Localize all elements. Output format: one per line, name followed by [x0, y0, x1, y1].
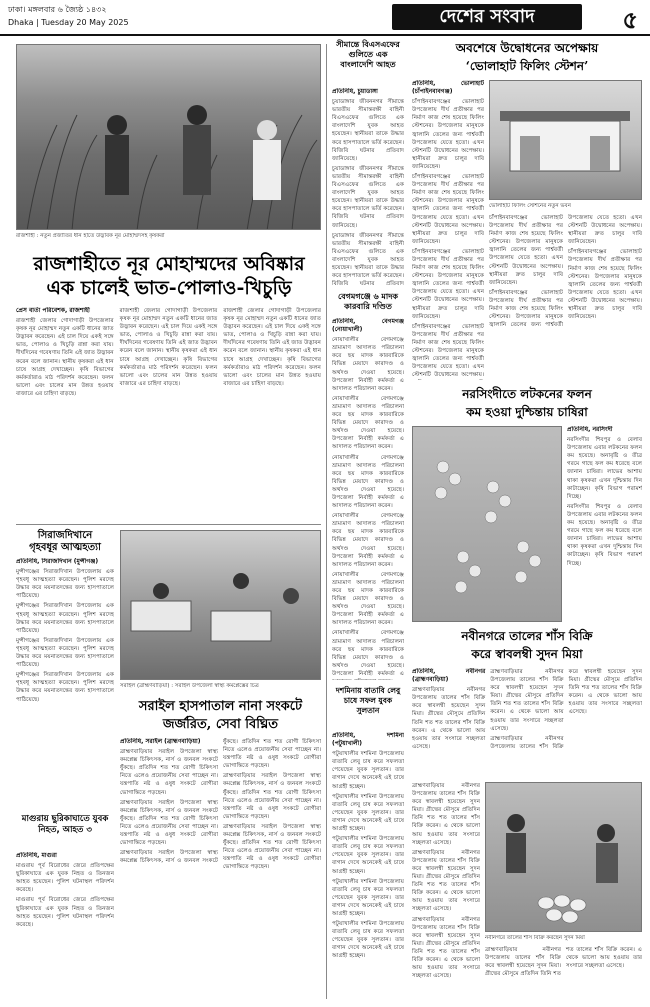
rice-body-text: রাজশাহী জেলার গোদাগাড়ী উপজেলার কৃষক নূর মোহাম্মদ নতুন একটি ধানের জাত উদ্ভাবন করেছেন। এই চাল দিয়ে একই সঙ্গে ভাত, পোলাও ও খিচুড়ি রান্না করা যায়। দীর্ঘদিনের গবেষণায় তিনি এই জাত উদ্ভাবন করেন বলে জানান। স্থানীয় কৃষকরা এই ধান চাষে আগ্রহ দেখাচ্ছেন। কৃষি বিভাগের কর্মকর্তারাও মাঠ পরিদর্শন করেছেন। ফলন ভালো এবং চালের মান উন্নত হওয়ায় বাজারে এর চাহিদা বাড়ছে।: [16, 318, 114, 397]
dashmina-body-text-repeat-4: পটুয়াখালীর দশমিনা উপজেলায় বাতাবি লেবু চাষ করে সফলতা পেয়েছেন যুবক সুলতান। তার বাগান দেখে অনেকেই এই চাষে আগ্রহী হচ্ছেন।: [332, 921, 404, 960]
rice-headline-line2: এক চালেই ভাত-পোলাও-খিচুড়ি: [46, 277, 292, 299]
palm-fruit-photo: [485, 782, 642, 932]
bholahat-headline-line2: ‘ভোলাহাট ফিলিং স্টেশন’: [465, 59, 589, 73]
bsf-body-text-repeat-2: চুয়াডাঙ্গার জীবননগর সীমান্তে ভারতীয় সীমান্তরক্ষী বাহিনী বিএসএফের গুলিতে এক বাংলাদেশি যুবক আহত হয়েছেন। স্থানীয়রা তাকে উদ্ধার করে হাসপাতালে ভর্তি করেছেন। বিজিবি ঘটনার প্রতিবাদ: [332, 232, 404, 288]
bholahat-story-body-2: [489, 214, 642, 380]
bholahat-body-text-b-repeat: চাঁপাইনবাবগঞ্জের ভোলাহাট উপজেলায় দীর্ঘ প্রতীক্ষার পর নির্মাণ কাজ শেষ হয়েছে ফিলিং স্টেশনের। উপজেলার মানুষকে জ্বালানি তেলের জন্য পার্শ্ববর্তী উপজেলায় যেতে হতো। এখন স্টেশনটি উদ্বোধনের অপেক্ষায়। স্থানীয়রা দ্রুত চালুর দাবি জানিয়েছেন।: [489, 215, 642, 329]
begumganj-headline: বেগমগঞ্জে ৬ মাদক কারবারি দণ্ডিত: [337, 292, 398, 311]
magura-story-body: [16, 852, 114, 1000]
begumganj-body-text-repeat-2: নোয়াখালীর বেগমগঞ্জে ভ্রাম্যমাণ আদালত পরিচালনা করে ছয় মাদক কারবারিকে বিভিন্ন মেয়াদে কারাদণ্ড ও অর্থদণ্ড দেওয়া হয়েছে। উপজেলা নির্বাহী কর্মকর্তা এ আদালত পরিচালনা করেন।: [332, 454, 404, 510]
lotkon-graphic: [413, 427, 562, 622]
hospital-graphic: [121, 531, 321, 680]
begumganj-body-text-repeat-4: নোয়াখালীর বেগমগঞ্জে ভ্রাম্যমাণ আদালত পরিচালনা করে ছয় মাদক কারবারিকে বিভিন্ন মেয়াদে কারাদণ্ড ও অর্থদণ্ড দেওয়া হয়েছে। উপজেলা নির্বাহী কর্মকর্তা এ আদালত পরিচালনা করেন।: [332, 571, 404, 627]
begumganj-story-body: [332, 318, 404, 680]
lotkon-photo: [412, 426, 562, 622]
rice-byline: প্রেস বার্তা পরিবেশক, রাজশাহী: [16, 307, 90, 314]
hospital-body-text: ব্রাহ্মণবাড়িয়ার সরাইল উপজেলা স্বাস্থ্য কমপ্লেক্স চিকিৎসক, নার্স ও জনবল সংকটে ধুঁকছে। প্রতিদিন শত শত রোগী চিকিৎসা নিতে এলেও প্রয়োজনীয় সেবা পাচ্ছেন না। যন্ত্রপাতি নষ্ট ও ওষুধ সংকটে রোগীরা ভোগান্তিতে পড়ছেন।: [120, 749, 218, 796]
bholahat-body-text-repeat-2: চাঁপাইনবাবগঞ্জের ভোলাহাট উপজেলায় দীর্ঘ প্রতীক্ষার পর নির্মাণ কাজ শেষ হয়েছে ফিলিং স্টেশনের। উপজেলার মানুষকে জ্বালানি তেলের জন্য পার্শ্ববর্তী উপজেলায় যেতে হতো। এখন স্টেশনটি উদ্বোধনের অপেক্ষায়। স্থানীয়রা দ্রুত চালুর দাবি জানিয়েছেন।: [412, 248, 484, 320]
column-rule: [326, 44, 327, 999]
date-english: Dhaka | Tuesday 20 May 2025: [8, 18, 129, 27]
hospital-byline: প্রতিনিধি, সরাইল (ব্রাহ্মণবাড়িয়া): [120, 738, 201, 745]
hospital-body-text-repeat: ব্রাহ্মণবাড়িয়ার সরাইল উপজেলা স্বাস্থ্য কমপ্লেক্স চিকিৎসক, নার্স ও জনবল সংকটে ধুঁকছে। প্রতিদিন শত শত রোগী চিকিৎসা নিতে এলেও প্রয়োজনীয় সেবা পাচ্ছেন না। যন্ত্রপাতি নষ্ট ও ওষুধ সংকটে রোগীরা ভোগান্তিতে পড়ছেন।: [120, 799, 218, 847]
rice-field-photo: [16, 44, 321, 230]
palm-fruit-caption: নবীনগরে তালের শাঁস বিক্রি করছেন সুদন মিয়া: [485, 935, 585, 941]
bsf-body-text-repeat: চুয়াডাঙ্গার জীবননগর সীমান্তে ভারতীয় সীমান্তরক্ষী বাহিনী বিএসএফের গুলিতে এক বাংলাদেশি যুবক আহত হয়েছেন। স্থানীয়রা তাকে উদ্ধার করে হাসপাতালে ভর্তি করেছেন। বিজিবি ঘটনার প্রতিবাদ জানিয়েছে।: [332, 165, 404, 229]
begumganj-body-text: নোয়াখালীর বেগমগঞ্জে ভ্রাম্যমাণ আদালত পরিচালনা করে ছয় মাদক কারবারিকে বিভিন্ন মেয়াদে কারাদণ্ড ও অর্থদণ্ড দেওয়া হয়েছে। উপজেলা নির্বাহী কর্মকর্তা এ আদালত পরিচালনা করেন।: [332, 337, 404, 392]
nabinagar-body-text-repeat-2: ব্রাহ্মণবাড়িয়ার নবীনগর উপজেলায় তালের শাঁস বিক্রি করে স্বাবলম্বী হয়েছেন সুদন মিয়া। গ্রীষ্মের মৌসুমে প্রতিদিন তিনি শত শত তালের শাঁস বিক্রি করেন। এ থেকে ভালো আয় হওয়ায় তার সংসারে সচ্ছলতা এসেছে।: [490, 669, 642, 750]
nabinagar-headline-line1: নবীনগরে তালের শাঁস বিক্রি: [461, 629, 593, 643]
dashmina-body-text-repeat-2: পটুয়াখালীর দশমিনা উপজেলায় বাতাবি লেবু চাষ করে সফলতা পেয়েছেন যুবক সুলতান। তার বাগান দেখে অনেকেই এই চাষে আগ্রহী হচ্ছেন।: [332, 836, 404, 875]
rice-story-body: [16, 307, 321, 521]
date-bangla: ঢাকা। মঙ্গলবার ৬ জ্যৈষ্ঠ ১৪৩২: [8, 5, 107, 14]
masthead: [0, 0, 650, 36]
hospital-story-body: [120, 738, 321, 998]
siraj-body-text-repeat-3: মুন্সীগঞ্জের সিরাজদিখান উপজেলায় এক গৃহবধূ আত্মহত্যা করেছেন। পুলিশ মরদেহ উদ্ধার করে ময়নাতদন্তের জন্য হাসপাতালে পাঠিয়েছে।: [16, 672, 114, 703]
nabinagar-body-text-b-repeat: ব্রাহ্মণবাড়িয়ার নবীনগর উপজেলায় তালের শাঁস বিক্রি করে স্বাবলম্বী হয়েছেন সুদন মিয়া। গ্রীষ্মের মৌসুমে প্রতিদিন তিনি শত শত তালের শাঁস বিক্রি করেন। এ থেকে ভালো আয় হওয়ায় তার সংসারে সচ্ছলতা এসেছে।: [412, 849, 480, 913]
dashmina-body-text-repeat: পটুয়াখালীর দশমিনা উপজেলায় বাতাবি লেবু চাষ করে সফলতা পেয়েছেন যুবক সুলতান। তার বাগান দেখে অনেকেই এই চাষে আগ্রহী হচ্ছেন।: [332, 793, 404, 833]
narsingdi-headline-line2: কম হওয়া দুশ্চিন্তায় চাষিরা: [466, 405, 588, 419]
filling-station-photo: [489, 80, 642, 200]
nabinagar-story-body: [412, 668, 642, 778]
bholahat-body-text-repeat-3: চাঁপাইনবাবগঞ্জের ভোলাহাট উপজেলায় দীর্ঘ প্রতীক্ষার পর নির্মাণ কাজ শেষ হয়েছে ফিলিং স্টেশনের। উপজেলার মানুষকে জ্বালানি তেলের জন্য পার্শ্ববর্তী উপজেলায় যেতে হতো। এখন স্টেশনটি উদ্বোধনের অপেক্ষায়।: [412, 323, 484, 379]
dashmina-body-text: পটুয়াখালীর দশমিনা উপজেলায় বাতাবি লেবু চাষ করে সফলতা পেয়েছেন যুবক সুলতান। তার বাগান দেখে অনেকেই এই চাষে আগ্রহী হচ্ছেন।: [332, 751, 404, 790]
rice-body-text-repeat: রাজশাহী জেলার গোদাগাড়ী উপজেলার কৃষক নূর মোহাম্মদ নতুন একটি ধানের জাত উদ্ভাবন করেছেন। এই চাল দিয়ে একই সঙ্গে ভাত, পোলাও ও খিচুড়ি রান্না করা যায়। দীর্ঘদিনের গবেষণায় তিনি এই জাত উদ্ভাবন করেন বলে জানান। স্থানীয় কৃষকরা এই ধান চাষে আগ্রহ দেখাচ্ছেন। কৃষি বিভাগের কর্মকর্তারাও মাঠ পরিদর্শন করেছেন। ফলন ভালো এবং চালের মান উন্নত হওয়ায় বাজারে এর চাহিদা বাড়ছে।: [119, 308, 218, 387]
magura-body-text-repeat: মাগুরায় পূর্ব বিরোধের জেরে প্রতিপক্ষের ছুরিকাঘাতে এক যুবক নিহত ও তিনজন আহত হয়েছেন। পুলিশ ঘটনাস্থল পরিদর্শন করেছে।: [16, 897, 114, 928]
magura-byline: প্রতিনিধি, মাগুরা: [16, 852, 57, 859]
narsingdi-headline-line1: নরসিংদীতে লটকনের ফলন: [462, 387, 592, 401]
narsingdi-body-text: নরসিংদীর শিবপুর ও বেলাব উপজেলায় এবার লটকনের ফলন কম হয়েছে। অনাবৃষ্টি ও তীব্র গরমে গাছে ফল কম ধরেছে বলে জানান চাষিরা। লাভের আশায় থাকা কৃষকরা এখন দুশ্চিন্তায় দিন কাটাচ্ছেন। কৃষি বিভাগ পরামর্শ দিচ্ছে।: [567, 437, 642, 500]
dashmina-story-body: [332, 732, 404, 1000]
nabinagar-headline-line2: করে স্বাবলম্বী সুদন মিয়া: [471, 647, 583, 661]
palm-fruit-graphic: [486, 783, 642, 932]
filling-station-graphic: [490, 81, 642, 200]
begumganj-byline: প্রতিনিধি, বেগমগঞ্জ (নোয়াখালী): [332, 318, 404, 334]
hospital-photo: [120, 530, 321, 680]
hospital-headline-line1: সরাইল হাসপাতাল নানা সংকটে: [138, 699, 303, 714]
bholahat-body-text-b-repeat-2: চাঁপাইনবাবগঞ্জের ভোলাহাট উপজেলায় দীর্ঘ প্রতীক্ষার পর নির্মাণ কাজ শেষ হয়েছে ফিলিং স্টেশনের। উপজেলার মানুষকে জ্বালানি তেলের জন্য পার্শ্ববর্তী উপজেলায় যেতে হতো। এখন স্টেশনটি উদ্বোধনের অপেক্ষায়। স্থানীয়রা দ্রুত চালুর দাবি জানিয়েছেন।: [568, 249, 642, 321]
page-number: ৫: [622, 6, 638, 34]
bholahat-body-text: চাঁপাইনবাবগঞ্জের ভোলাহাট উপজেলায় দীর্ঘ প্রতীক্ষার পর নির্মাণ কাজ শেষ হয়েছে ফিলিং স্টেশনের। উপজেলার মানুষকে জ্বালানি তেলের জন্য পার্শ্ববর্তী উপজেলায় যেতে হতো। এখন স্টেশনটি উদ্বোধনের অপেক্ষায়। স্থানীয়রা দ্রুত চালুর দাবি জানিয়েছেন।: [412, 99, 484, 170]
siraj-headline-2: গৃহবধূর আত্মহত্যা: [29, 542, 101, 553]
section-brand: দেশের সংবাদ: [392, 4, 582, 30]
bsf-headline: সীমান্তে বিএসএফের গুলিতে এক বাংলাদেশি আহত: [336, 40, 400, 69]
hospital-headline-line2: জর্জরিত, সেবা বিঘ্নিত: [162, 717, 279, 732]
siraj-headline-1: সিরাজদিখানে: [37, 530, 93, 541]
narsingdi-story-body: [567, 426, 642, 622]
nabinagar-body-text-b: ব্রাহ্মণবাড়িয়ার নবীনগর উপজেলায় তালের শাঁস বিক্রি করে স্বাবলম্বী হয়েছেন সুদন মিয়া। গ্রীষ্মের মৌসুমে প্রতিদিন তিনি শত শত তালের শাঁস বিক্রি করেন। এ থেকে ভালো আয় হওয়ায় তার সংসারে সচ্ছলতা এসেছে।: [412, 783, 480, 846]
bsf-byline: প্রতিনিধি, চুয়াডাঙ্গা: [332, 88, 378, 95]
bholahat-byline: প্রতিনিধি, ভোলাহাট (চাঁপাইনবাবগঞ্জ): [412, 80, 484, 96]
begumganj-body-text-repeat-5: নোয়াখালীর বেগমগঞ্জে ভ্রাম্যমাণ আদালত পরিচালনা করে ছয় মাদক কারবারিকে বিভিন্ন মেয়াদে কারাদণ্ড ও অর্থদণ্ড দেওয়া হয়েছে। উপজেলা নির্বাহী কর্মকর্তা এ: [332, 630, 404, 677]
nabinagar-body-text-repeat: ব্রাহ্মণবাড়িয়ার নবীনগর উপজেলায় তালের শাঁস বিক্রি করে স্বাবলম্বী হয়েছেন সুদন মিয়া। গ্রীষ্মের মৌসুমে প্রতিদিন তিনি শত শত তালের শাঁস বিক্রি করেন। এ থেকে ভালো আয় হওয়ায় তার সংসারে সচ্ছলতা এসেছে।: [490, 669, 564, 732]
narsingdi-byline: প্রতিনিধি, নরসিংদী: [567, 426, 613, 433]
magura-body-text: মাগুরায় পূর্ব বিরোধের জেরে প্রতিপক্ষের ছুরিকাঘাতে এক যুবক নিহত ও তিনজন আহত হয়েছেন। পুলিশ ঘটনাস্থল পরিদর্শন করেছে।: [16, 863, 114, 894]
bholahat-body-text-b: চাঁপাইনবাবগঞ্জের ভোলাহাট উপজেলায় দীর্ঘ প্রতীক্ষার পর নির্মাণ কাজ শেষ হয়েছে ফিলিং স্টেশনের। উপজেলার মানুষকে জ্বালানি তেলের জন্য পার্শ্ববর্তী উপজেলায় যেতে হতো। এখন স্টেশনটি উদ্বোধনের অপেক্ষায়। স্থানীয়রা দ্রুত চালুর দাবি জানিয়েছেন।: [489, 215, 563, 286]
bsf-body-text: চুয়াডাঙ্গার জীবননগর সীমান্তে ভারতীয় সীমান্তরক্ষী বাহিনী বিএসএফের গুলিতে এক বাংলাদেশি যুবক আহত হয়েছেন। স্থানীয়রা তাকে উদ্ধার করে হাসপাতালে ভর্তি করেছেন। বিজিবি ঘটনার প্রতিবাদ জানিয়েছে।: [332, 99, 404, 162]
nabinagar-byline: প্রতিনিধি, নবীনগর (ব্রাহ্মণবাড়িয়া): [412, 668, 486, 684]
hospital-body-text-repeat-3: ব্রাহ্মণবাড়িয়ার সরাইল উপজেলা স্বাস্থ্য কমপ্লেক্স চিকিৎসক, নার্স ও জনবল সংকটে ধুঁকছে। প্রতিদিন শত শত রোগী চিকিৎসা নিতে এলেও প্রয়োজনীয় সেবা পাচ্ছেন না। যন্ত্রপাতি নষ্ট ও ওষুধ সংকটে রোগীরা ভোগান্তিতে পড়ছেন।: [223, 773, 321, 820]
begumganj-body-text-repeat-3: নোয়াখালীর বেগমগঞ্জে ভ্রাম্যমাণ আদালত পরিচালনা করে ছয় মাদক কারবারিকে বিভিন্ন মেয়াদে কারাদণ্ড ও অর্থদণ্ড দেওয়া হয়েছে। উপজেলা নির্বাহী কর্মকর্তা এ আদালত পরিচালনা করেন।: [332, 513, 404, 568]
bholahat-headline-line1: অবশেষে উদ্বোধনের অপেক্ষায়: [455, 41, 599, 55]
begumganj-body-text-repeat: নোয়াখালীর বেগমগঞ্জে ভ্রাম্যমাণ আদালত পরিচালনা করে ছয় মাদক কারবারিকে বিভিন্ন মেয়াদে কারাদণ্ড ও অর্থদণ্ড দেওয়া হয়েছে। উপজেলা নির্বাহী কর্মকর্তা এ আদালত পরিচালনা করেন।: [332, 395, 404, 451]
hospital-photo-caption: সরাইল (ব্রাহ্মণবাড়িয়া) : সরাইল উপজেলা স্বাস্থ্য কমপ্লেক্সের চিত্র: [120, 683, 259, 689]
rice-field-graphic: [17, 45, 321, 230]
nabinagar-story-body-3: [485, 946, 642, 1000]
bholahat-story-body: [412, 80, 484, 380]
narsingdi-body-text-repeat: নরসিংদীর শিবপুর ও বেলাব উপজেলায় এবার লটকনের ফলন কম হয়েছে। অনাবৃষ্টি ও তীব্র গরমে গাছে ফল কম ধরেছে বলে জানান চাষিরা। লাভের আশায় থাকা কৃষকরা এখন দুশ্চিন্তায় দিন কাটাচ্ছেন। কৃষি বিভাগ পরামর্শ দিচ্ছে।: [567, 503, 642, 567]
bsf-story-body: [332, 88, 404, 288]
siraj-body-text-repeat: মুন্সীগঞ্জের সিরাজদিখান উপজেলায় এক গৃহবধূ আত্মহত্যা করেছেন। পুলিশ মরদেহ উদ্ধার করে ময়নাতদন্তের জন্য হাসপাতালে পাঠিয়েছে।: [16, 603, 114, 634]
nabinagar-story-body-2: [412, 782, 480, 1000]
nabinagar-body-text-b-repeat-2: ব্রাহ্মণবাড়িয়ার নবীনগর উপজেলায় তালের শাঁস বিক্রি করে স্বাবলম্বী হয়েছেন সুদন মিয়া। গ্রীষ্মের মৌসুমে প্রতিদিন তিনি শত শত তালের শাঁস বিক্রি করেন। এ থেকে ভালো আয় হওয়ায় তার সংসারে সচ্ছলতা এসেছে।: [412, 916, 480, 980]
divider: [16, 524, 321, 525]
hospital-body-text-repeat-2: ব্রাহ্মণবাড়িয়ার সরাইল উপজেলা স্বাস্থ্য কমপ্লেক্স চিকিৎসক, নার্স ও জনবল সংকটে ধুঁকছে। প্রতিদিন শত শত রোগী চিকিৎসা নিতে এলেও প্রয়োজনীয় সেবা পাচ্ছেন না। যন্ত্রপাতি নষ্ট ও ওষুধ সংকটে রোগীরা ভোগান্তিতে পড়ছেন।: [120, 739, 321, 865]
filling-station-caption: ভোলাহাট ফিলিং স্টেশনের নতুন ভবন: [489, 203, 571, 209]
siraj-byline: প্রতিনিধি, সিরাজদিখান (মুন্সীগঞ্জ): [16, 558, 99, 565]
bholahat-body-text-repeat: চাঁপাইনবাবগঞ্জের ভোলাহাট উপজেলায় দীর্ঘ প্রতীক্ষার পর নির্মাণ কাজ শেষ হয়েছে ফিলিং স্টেশনের। উপজেলার মানুষকে জ্বালানি তেলের জন্য পার্শ্ববর্তী উপজেলায় যেতে হতো। এখন স্টেশনটি উদ্বোধনের অপেক্ষায়। স্থানীয়রা দ্রুত চালুর দাবি জানিয়েছেন।: [412, 174, 484, 245]
dashmina-headline: দশমিনায় বাতাবি লেবু চাষে সফল যুবক সুলতান: [335, 686, 401, 715]
nabinagar-body-text-c: ব্রাহ্মণবাড়িয়ার নবীনগর উপজেলায় তালের শাঁস বিক্রি করে স্বাবলম্বী হয়েছেন সুদন মিয়া। গ্রীষ্মের মৌসুমে প্রতিদিন তিনি শত শত তালের শাঁস বিক্রি করেন। এ থেকে ভালো আয় হওয়ায় তার সংসারে সচ্ছলতা এসেছে।: [485, 947, 642, 978]
nabinagar-body-text: ব্রাহ্মণবাড়িয়ার নবীনগর উপজেলায় তালের শাঁস বিক্রি করে স্বাবলম্বী হয়েছেন সুদন মিয়া। গ্রীষ্মের মৌসুমে প্রতিদিন তিনি শত শত তালের শাঁস বিক্রি করেন। এ থেকে ভালো আয় হওয়ায় তার সংসারে সচ্ছলতা এসেছে।: [412, 687, 486, 750]
rice-body-text-repeat-2: রাজশাহী জেলার গোদাগাড়ী উপজেলার কৃষক নূর মোহাম্মদ নতুন একটি ধানের জাত উদ্ভাবন করেছেন। এই চাল দিয়ে একই সঙ্গে ভাত, পোলাও ও খিচুড়ি রান্না করা যায়। দীর্ঘদিনের গবেষণায় তিনি এই জাত উদ্ভাবন করেন বলে জানান। স্থানীয় কৃষকরা এই ধান চাষে আগ্রহ দেখাচ্ছেন। কৃষি বিভাগের কর্মকর্তারাও মাঠ পরিদর্শন করেছেন। ফলন ভালো এবং চালের মান উন্নত হওয়ায় বাজারে এর চাহিদা বাড়ছে।: [223, 308, 321, 387]
magura-headline: মাগুরায় ছুরিকাঘাতে যুবক নিহত, আহত ৩: [21, 814, 109, 835]
rice-headline-line1: রাজশাহীতে নূর মোহাম্মদের অবিষ্কার: [33, 253, 305, 275]
siraj-story-body: [16, 558, 114, 808]
hospital-body-text-repeat-4: ব্রাহ্মণবাড়িয়ার সরাইল উপজেলা স্বাস্থ্য কমপ্লেক্স চিকিৎসক, নার্স ও জনবল সংকটে ধুঁকছে। প্রতিদিন শত শত রোগী চিকিৎসা নিতে এলেও প্রয়োজনীয় সেবা পাচ্ছেন না। যন্ত্রপাতি নষ্ট ও ওষুধ সংকটে রোগীরা ভোগান্তিতে পড়ছেন।: [223, 823, 321, 871]
siraj-body-text-repeat-2: মুন্সীগঞ্জের সিরাজদিখান উপজেলায় এক গৃহবধূ আত্মহত্যা করেছেন। পুলিশ মরদেহ উদ্ধার করে ময়নাতদন্তের জন্য হাসপাতালে পাঠিয়েছে।: [16, 637, 114, 669]
dashmina-byline: প্রতিনিধি, দশমিনা (পটুয়াখালী): [332, 732, 404, 748]
siraj-body-text: মুন্সীগঞ্জের সিরাজদিখান উপজেলায় এক গৃহবধূ আত্মহত্যা করেছেন। পুলিশ মরদেহ উদ্ধার করে ময়নাতদন্তের জন্য হাসপাতালে পাঠিয়েছে।: [16, 569, 114, 600]
dashmina-body-text-repeat-3: পটুয়াখালীর দশমিনা উপজেলায় বাতাবি লেবু চাষ করে সফলতা পেয়েছেন যুবক সুলতান। তার বাগান দেখে অনেকেই এই চাষে আগ্রহী হচ্ছেন।: [332, 878, 404, 917]
rice-photo-caption: রাজশাহী : নতুন প্রজাতির ধান হাতে উদ্ভাবক নূর মোহাম্মদসহ কৃষকরা: [16, 233, 165, 239]
